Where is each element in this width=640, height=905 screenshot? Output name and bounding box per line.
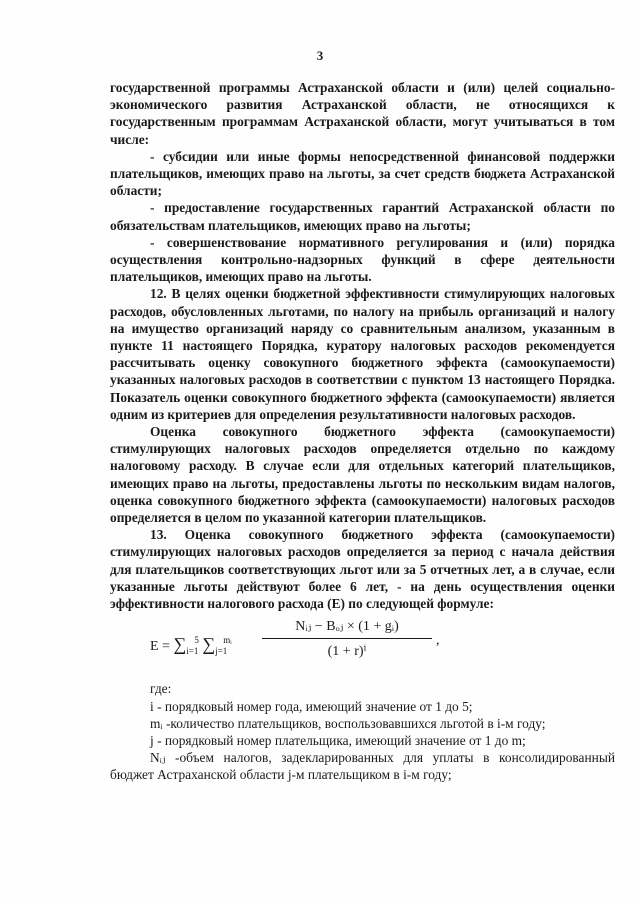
formula-legend	[110, 680, 615, 783]
formula-denominator: (1 + r)ⁱ	[327, 643, 367, 659]
sum-upper-limit: 5	[194, 635, 199, 646]
legend-item: j - порядковый номер плательщика, имеющий значение от 1 до m;	[150, 732, 526, 748]
formula-fraction	[262, 618, 432, 659]
legend-item: Nᵢⱼ -объем налогов, задекларированных для уплаты в консолидированный бюджет Астраханской области j-м плательщиком в i-м году;	[110, 750, 615, 783]
document-body	[110, 79, 615, 784]
paragraph-13: 13. Оценка совокупного бюджетного эффекта (самоокупаемости) стимулирующих налоговых расходов определяется за период с начала действия для плательщиков соответствующих льгот или за 5 отчетных лет, а в случае, если указанные льготы действуют более 6 лет, - на день осуществления оценки эффективности налогового расхода (E) по следующей формуле:	[110, 527, 615, 612]
page-number: 3	[316, 48, 324, 63]
formula-lhs-text: E =	[150, 639, 170, 655]
legend-intro: где:	[150, 681, 172, 697]
sum-symbol: ∑	[202, 634, 216, 655]
list-item: - совершенствование нормативного регулирования и (или) порядка осуществления контрольно-надзорных функций в сфере деятельности плательщиков, имеющих право на льготы.	[110, 234, 615, 285]
sum-lower-limit: i=1	[186, 646, 199, 657]
list-item: - предоставление государственных гарантий Астраханской области по обязательствам плательщиков, имеющих право на льготы;	[110, 200, 615, 233]
formula-comma: ,	[436, 633, 440, 649]
formula-lhs	[150, 632, 232, 660]
legend-item: mᵢ -количество плательщиков, воспользовавшихся льготой в i-м году;	[150, 715, 546, 731]
paragraph: государственной программы Астраханской области и (или) целей социально-экономического развития Астраханской области, не относящихся к государственным программам Астраханской области, могут учитываться в том числе:	[110, 80, 615, 147]
sum-symbol: ∑	[173, 634, 187, 655]
sum-lower-limit: j=1	[215, 646, 228, 657]
formula-numerator: Nᵢⱼ − Bₒⱼ × (1 + gᵢ)	[262, 618, 432, 638]
paragraph-12: 12. В целях оценки бюджетной эффективности стимулирующих налоговых расходов, обусловленных льготами, по налогу на прибыль организаций и налогу на имущество организаций наряду со сравнительным анализом, указанным в пункте 11 настоящего Порядка, куратору налоговых расходов рекомендуется рассчитывать оценку совокупного бюджетного эффекта (самоокупаемости) указанных налоговых расходов в соответствии с пунктом 13 настоящего Порядка. Показатель оценки совокупного бюджетного эффекта (самоокупаемости) является одним из критериев для определения результативности налоговых расходов.	[110, 286, 615, 422]
paragraph: Оценка совокупного бюджетного эффекта (самоокупаемости) стимулирующих налоговых расходов определяется отдельно по каждому налоговому расходу. В случае если для отдельных категорий плательщиков, имеющих право на льготы, предоставлены льготы по нескольким видам налогов, оценка совокупного бюджетного эффекта (самоокупаемости) налоговых расходов определяется в целом по указанной категории плательщиков.	[110, 424, 615, 526]
sum-upper-limit: mᵢ	[223, 635, 232, 646]
formula	[110, 614, 615, 672]
legend-item: i - порядковый номер года, имеющий значение от 1 до 5;	[150, 698, 473, 714]
list-item: - субсидии или иные формы непосредственной финансовой поддержки плательщиков, имеющих право на льготы, за счет средств бюджета Астраханской области;	[110, 148, 615, 199]
